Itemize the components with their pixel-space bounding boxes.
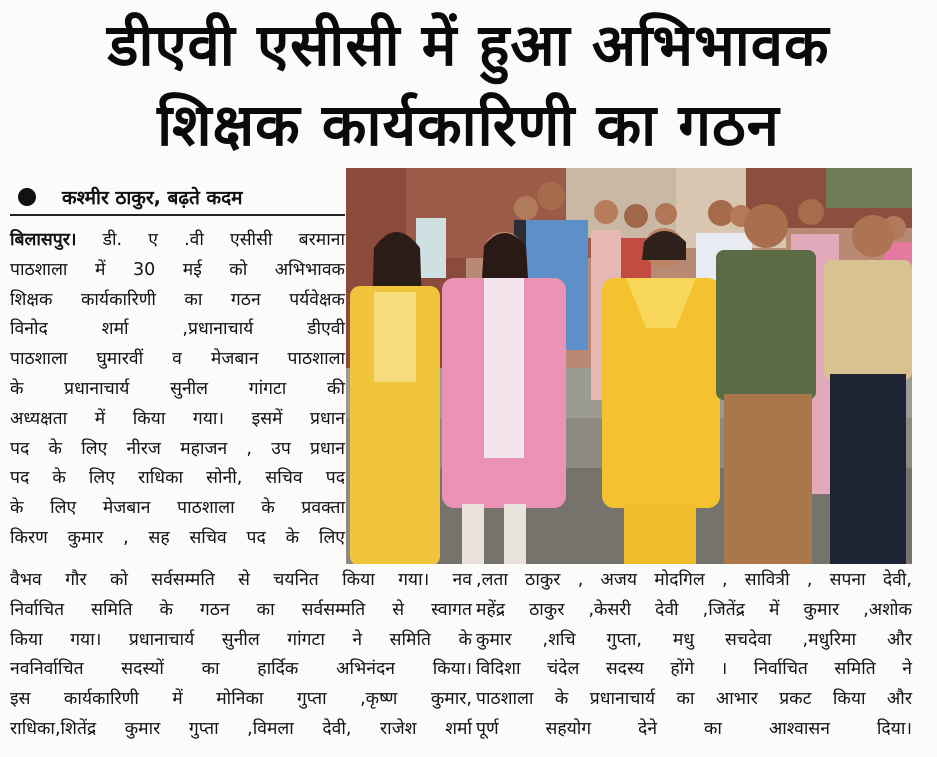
byline-row: [10, 180, 345, 216]
article-line: पाठशाला घुमारवीं व मेजबान पाठशाला: [10, 349, 345, 370]
article-line: किरण कुमार , सह सचिव पद के लिए: [10, 527, 345, 548]
article-line: किया गया। प्रधानाचार्य सुनील गांगटा ने समिति के: [10, 629, 472, 650]
article-line: विनोद शर्मा ,प्रधानाचार्य डीएवी: [10, 319, 345, 340]
article-line: शिक्षक कार्यकारिणी का गठन पर्यवेक्षक: [10, 289, 345, 310]
bullet-icon: [18, 188, 36, 206]
dateline-place: बिलासपुर।: [10, 230, 77, 250]
article-line: अध्यक्षता में किया गया। इसमें प्रधान: [10, 408, 345, 429]
article-line: पाठशाला में 30 मई को अभिभावक: [10, 259, 345, 280]
article-line: इस कार्यकारिणी में मोनिका गुप्ता ,कृष्ण कुमार,: [10, 689, 472, 710]
article-column-top: [10, 226, 345, 554]
article-line: के प्रधानाचार्य सुनील गांगटा की: [10, 378, 345, 399]
article-line: वैभव गौर को सर्वसम्मति से चयनित किया गया। नव: [10, 570, 472, 590]
article-column-right: [476, 566, 912, 745]
headline-line-1: डीएवी एसीसी में हुआ अभिभावक: [107, 11, 830, 79]
group-photo: [346, 168, 912, 564]
headline-line-2: शिक्षक कार्यकारिणी का गठन: [157, 91, 780, 159]
article-line: पाठशाला के प्रधानाचार्य का आभार प्रकट किया और: [476, 689, 912, 710]
group-photo-illustration: [346, 168, 912, 564]
article-line: राधिका,शितेंद्र कुमार गुप्ता ,विमला देवी, राजेश शर्मा: [10, 718, 472, 739]
article-line: ,लता ठाकुर , अजय मोदगिल , सावित्री , सपना देवी,: [476, 570, 912, 590]
article-line: विदिशा चंदेल सदस्य होंगे । निर्वाचित समिति ने: [476, 659, 912, 680]
article-line: पद के लिए राधिका सोनी, सचिव पद: [10, 468, 345, 489]
article-line: के लिए मेजबान पाठशाला के प्रवक्ता: [10, 498, 345, 519]
article-line: पूर्ण सहयोग देने का आश्वासन दिया।: [476, 718, 912, 739]
article-line: निर्वाचित समिति के गठन का सर्वसम्मति से स्वागत: [10, 599, 472, 620]
article-line: महेंद्र ठाकुर ,केसरी देवी ,जितेंद्र में कुमार ,अशोक: [476, 599, 912, 620]
article-line: नवनिर्वाचित सदस्यों का हार्दिक अभिनंदन किया।: [10, 659, 472, 680]
article-line: कुमार ,शचि गुप्ता, मधु सचदेवा ,मधुरिमा और: [476, 629, 912, 650]
article-line: बिलासपुर। डी. ए .वी एसीसी बरमाना: [10, 230, 345, 250]
article-column-left: [10, 566, 472, 745]
byline: कश्मीर ठाकुर, बढ़ते कदम: [62, 187, 243, 209]
article-line: पद के लिए नीरज महाजन , उप प्रधान: [10, 438, 345, 459]
